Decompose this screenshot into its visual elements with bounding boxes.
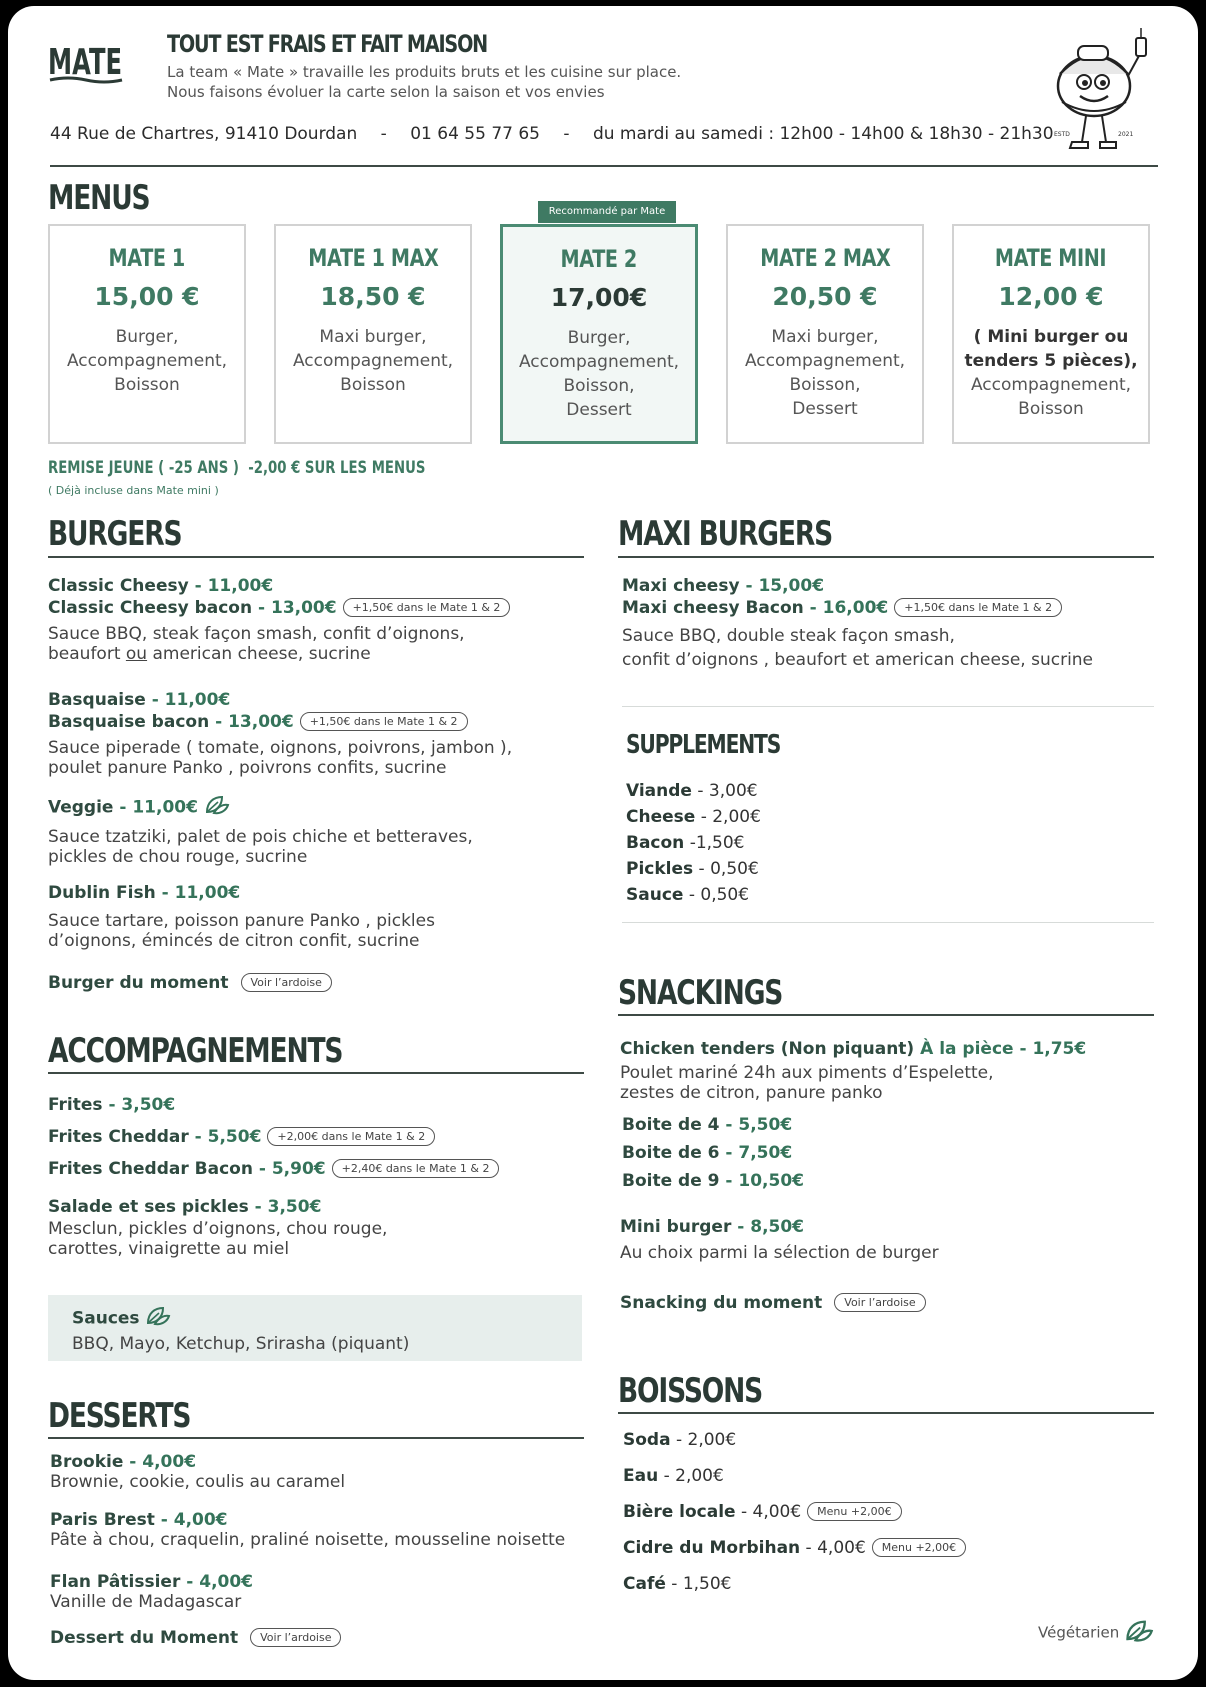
drink-biere: Bière locale - 4,00€ Menu +2,00€ xyxy=(623,1502,966,1538)
item-frites-cheddar: Frites Cheddar - 5,50€ +2,00€ dans le Mate 1 & 2 xyxy=(48,1127,584,1147)
item-veggie: Veggie - 11,00€ xyxy=(48,794,584,821)
header-divider xyxy=(50,165,1158,167)
separator: - xyxy=(563,124,570,144)
menu-price: 20,50 € xyxy=(772,282,878,311)
boissons-list xyxy=(623,1430,966,1610)
menu-price: 17,00€ xyxy=(550,283,648,312)
item-chicken-tenders: Chicken tenders (Non piquant) À la pièce - 1,75€ xyxy=(620,1039,1087,1059)
item-dublin-fish: Dublin Fish - 11,00€ xyxy=(48,883,241,903)
menu-description: Maxi burger, Accompagnement, Boisson, Dessert xyxy=(744,327,906,419)
maxi-burgers-title: MAXI BURGERS xyxy=(618,514,833,554)
item-description: Sauce BBQ, steak façon smash, confit d’oignons, beaufort ou american cheese, sucrine xyxy=(48,624,465,664)
menu-price: 12,00 € xyxy=(998,282,1104,311)
item-classic-cheesy-bacon: Classic Cheesy bacon - 13,00€ +1,50€ dans le Mate 1 & 2 xyxy=(48,598,584,618)
mate-supplement-pill: +1,50€ dans le Mate 1 & 2 xyxy=(343,598,511,617)
supplements-top-line xyxy=(622,706,1154,707)
svg-text:ESTD: ESTD xyxy=(1054,131,1070,138)
menu-name: MATE 2 xyxy=(560,245,638,273)
remise-jeune: REMISE JEUNE ( -25 ANS ) -2,00 € SUR LES MENUS xyxy=(48,458,426,478)
item-basquaise: Basquaise - 11,00€ xyxy=(48,690,231,710)
intro-line-2: Nous faisons évoluer la carte selon la saison et vos envies xyxy=(167,83,605,101)
sauces-list: BBQ, Mayo, Ketchup, Srirasha (piquant) xyxy=(72,1334,410,1354)
separator: - xyxy=(380,124,387,144)
item-description: Pâte à chou, craquelin, praliné noisette, mousseline noisette xyxy=(50,1530,566,1550)
item-basquaise-bacon: Basquaise bacon - 13,00€ +1,50€ dans le Mate 1 & 2 xyxy=(48,712,584,732)
snackings-divider xyxy=(618,1014,1154,1016)
item-burger-du-moment: Burger du moment Voir l’ardoise xyxy=(48,973,584,993)
supplements-list xyxy=(626,778,761,908)
sauces-box xyxy=(48,1295,582,1361)
remise-note: ( Déjà incluse dans Mate mini ) xyxy=(48,484,219,497)
item-classic-cheesy: Classic Cheesy - 11,00€ xyxy=(48,576,274,596)
menu-card-mate-1[interactable] xyxy=(48,224,246,444)
burgers-divider xyxy=(48,556,584,558)
menu-supplement-pill: Menu +2,00€ xyxy=(807,1502,901,1521)
menu-name: MATE 1 xyxy=(108,244,186,272)
menu-description: Burger, Accompagnement, Boisson, Dessert xyxy=(518,328,680,420)
mate-supplement-pill: +2,00€ dans le Mate 1 & 2 xyxy=(267,1127,435,1146)
menu-description: Maxi burger, Accompagnement, Boisson xyxy=(292,327,454,395)
mascot-burger-icon xyxy=(1048,24,1156,154)
vegetarian-leaf-icon xyxy=(145,1305,171,1332)
drink-cidre: Cidre du Morbihan - 4,00€ Menu +2,00€ xyxy=(623,1538,966,1574)
phone[interactable]: 01 64 55 77 65 xyxy=(410,124,540,144)
item-flan: Flan Pâtissier - 4,00€ xyxy=(50,1572,254,1592)
drink-eau: Eau - 2,00€ xyxy=(623,1466,724,1486)
vegetarian-leaf-icon xyxy=(204,794,230,821)
burgers-list xyxy=(48,576,584,993)
legend-vegetarien: Végétarien xyxy=(1038,1618,1154,1648)
menu-card-mate-2-max[interactable] xyxy=(726,224,924,444)
svg-text:MATE: MATE xyxy=(48,42,122,83)
maxi-divider xyxy=(618,556,1154,558)
menus-title: MENUS xyxy=(48,178,150,218)
snackings-title: SNACKINGS xyxy=(618,973,783,1013)
menu-page xyxy=(8,6,1198,1680)
drink-soda: Soda - 2,00€ xyxy=(623,1430,737,1450)
desserts-title: DESSERTS xyxy=(48,1396,191,1436)
snackings-list xyxy=(620,1039,1156,1313)
item-maxi-cheesy-bacon: Maxi cheesy Bacon - 16,00€ +1,50€ dans le Mate 1 & 2 xyxy=(622,598,1152,618)
supplements-bottom-line xyxy=(622,922,1154,923)
tenders-boxes: Boite de 4 - 5,50€ Boite de 6 - 7,50€ Boite de 9 - 10,50€ xyxy=(622,1115,804,1191)
mate-supplement-pill: +2,40€ dans le Mate 1 & 2 xyxy=(332,1159,500,1178)
mate-supplement-pill: +1,50€ dans le Mate 1 & 2 xyxy=(894,598,1062,617)
item-frites-cheddar-bacon: Frites Cheddar Bacon - 5,90€ +2,40€ dans le Mate 1 & 2 xyxy=(48,1159,584,1179)
menu-name: MATE 2 MAX xyxy=(759,244,891,272)
item-description: Sauce tartare, poisson panure Panko , pickles d’oignons, émincés de citron confit, sucrine xyxy=(48,911,435,951)
menu-description: Burger, Accompagnement, Boisson xyxy=(66,327,228,395)
mate-supplement-pill: +1,50€ dans le Mate 1 & 2 xyxy=(300,712,468,731)
accompagnements-list xyxy=(48,1095,584,1259)
item-description: Sauce tzatziki, palet de pois chiche et betteraves, pickles de chou rouge, sucrine xyxy=(48,827,473,867)
desserts-divider xyxy=(48,1437,584,1439)
menu-name: MATE 1 MAX xyxy=(307,244,439,272)
address: 44 Rue de Chartres, 91410 Dourdan xyxy=(50,124,358,144)
item-maxi-cheesy: Maxi cheesy - 15,00€ xyxy=(622,576,825,596)
item-description: Sauce BBQ, double steak façon smash, confit d’oignons , beaufort et american cheese, sucrine xyxy=(622,626,1094,670)
maxi-list xyxy=(622,576,1152,672)
menu-description: ( Mini burger ou tenders 5 pièces), Accompagnement, Boisson xyxy=(964,327,1138,419)
tagline: TOUT EST FRAIS ET FAIT MAISON xyxy=(167,30,488,58)
menu-price: 15,00 € xyxy=(94,282,200,311)
supplement-cheese: Cheese - 2,00€ xyxy=(626,807,761,827)
item-description: Sauce piperade ( tomate, oignons, poivrons, jambon ), poulet panure Panko , poivrons confits, sucrine xyxy=(48,738,513,778)
item-frites: Frites - 3,50€ xyxy=(48,1095,176,1115)
drink-cafe: Café - 1,50€ xyxy=(623,1574,732,1594)
svg-text:2021: 2021 xyxy=(1118,131,1134,138)
accompagnements-title: ACCOMPAGNEMENTS xyxy=(48,1031,343,1071)
item-snacking-du-moment: Snacking du moment Voir l’ardoise xyxy=(620,1293,1156,1313)
burgers-title: BURGERS xyxy=(48,514,182,554)
voir-ardoise-pill[interactable]: Voir l’ardoise xyxy=(241,973,332,992)
item-description: Vanille de Madagascar xyxy=(50,1592,242,1612)
supplement-viande: Viande - 3,00€ xyxy=(626,781,758,801)
supplement-bacon: Bacon -1,50€ xyxy=(626,833,745,853)
supplement-sauce: Sauce - 0,50€ xyxy=(626,885,750,905)
vegetarian-leaf-icon xyxy=(1124,1618,1154,1648)
intro-line-1: La team « Mate » travaille les produits bruts et les cuisine sur place. xyxy=(167,63,682,81)
accompagnements-divider xyxy=(48,1072,584,1074)
desserts-list xyxy=(50,1452,586,1648)
menu-name: MATE MINI xyxy=(995,244,1107,272)
item-paris-brest: Paris Brest - 4,00€ xyxy=(50,1510,228,1530)
boissons-title: BOISSONS xyxy=(618,1371,763,1411)
item-description: Poulet mariné 24h aux piments d’Espelette, zestes de citron, panure panko xyxy=(620,1063,994,1103)
boissons-divider xyxy=(618,1412,1154,1414)
voir-ardoise-pill[interactable]: Voir l’ardoise xyxy=(250,1628,341,1647)
logo xyxy=(48,36,124,86)
opening-hours: du mardi au samedi : 12h00 - 14h00 & 18h30 - 21h30 xyxy=(592,124,1054,144)
menu-card-mate-mini[interactable] xyxy=(952,224,1150,444)
item-brookie: Brookie - 4,00€ xyxy=(50,1452,197,1472)
item-description: Brownie, cookie, coulis au caramel xyxy=(50,1472,346,1492)
supplements-title: SUPPLEMENTS xyxy=(626,730,781,760)
supplement-pickles: Pickles - 0,50€ xyxy=(626,859,759,879)
sauces-title: Sauces xyxy=(72,1305,558,1332)
menu-supplement-pill: Menu +2,00€ xyxy=(872,1538,966,1557)
menu-card-mate-1-max[interactable] xyxy=(274,224,472,444)
item-description: Au choix parmi la sélection de burger xyxy=(620,1243,939,1263)
contact-line xyxy=(50,124,1054,144)
recommended-badge: Recommandé par Mate xyxy=(538,201,676,223)
item-salade: Salade et ses pickles - 3,50€ xyxy=(48,1197,322,1217)
item-dessert-du-moment: Dessert du Moment Voir l’ardoise xyxy=(50,1628,586,1648)
item-mini-burger: Mini burger - 8,50€ xyxy=(620,1217,805,1237)
menu-price: 18,50 € xyxy=(320,282,426,311)
voir-ardoise-pill[interactable]: Voir l’ardoise xyxy=(834,1293,925,1312)
item-description: Mesclun, pickles d’oignons, chou rouge, carottes, vinaigrette au miel xyxy=(48,1219,388,1259)
menu-card-mate-2[interactable] xyxy=(500,224,698,444)
